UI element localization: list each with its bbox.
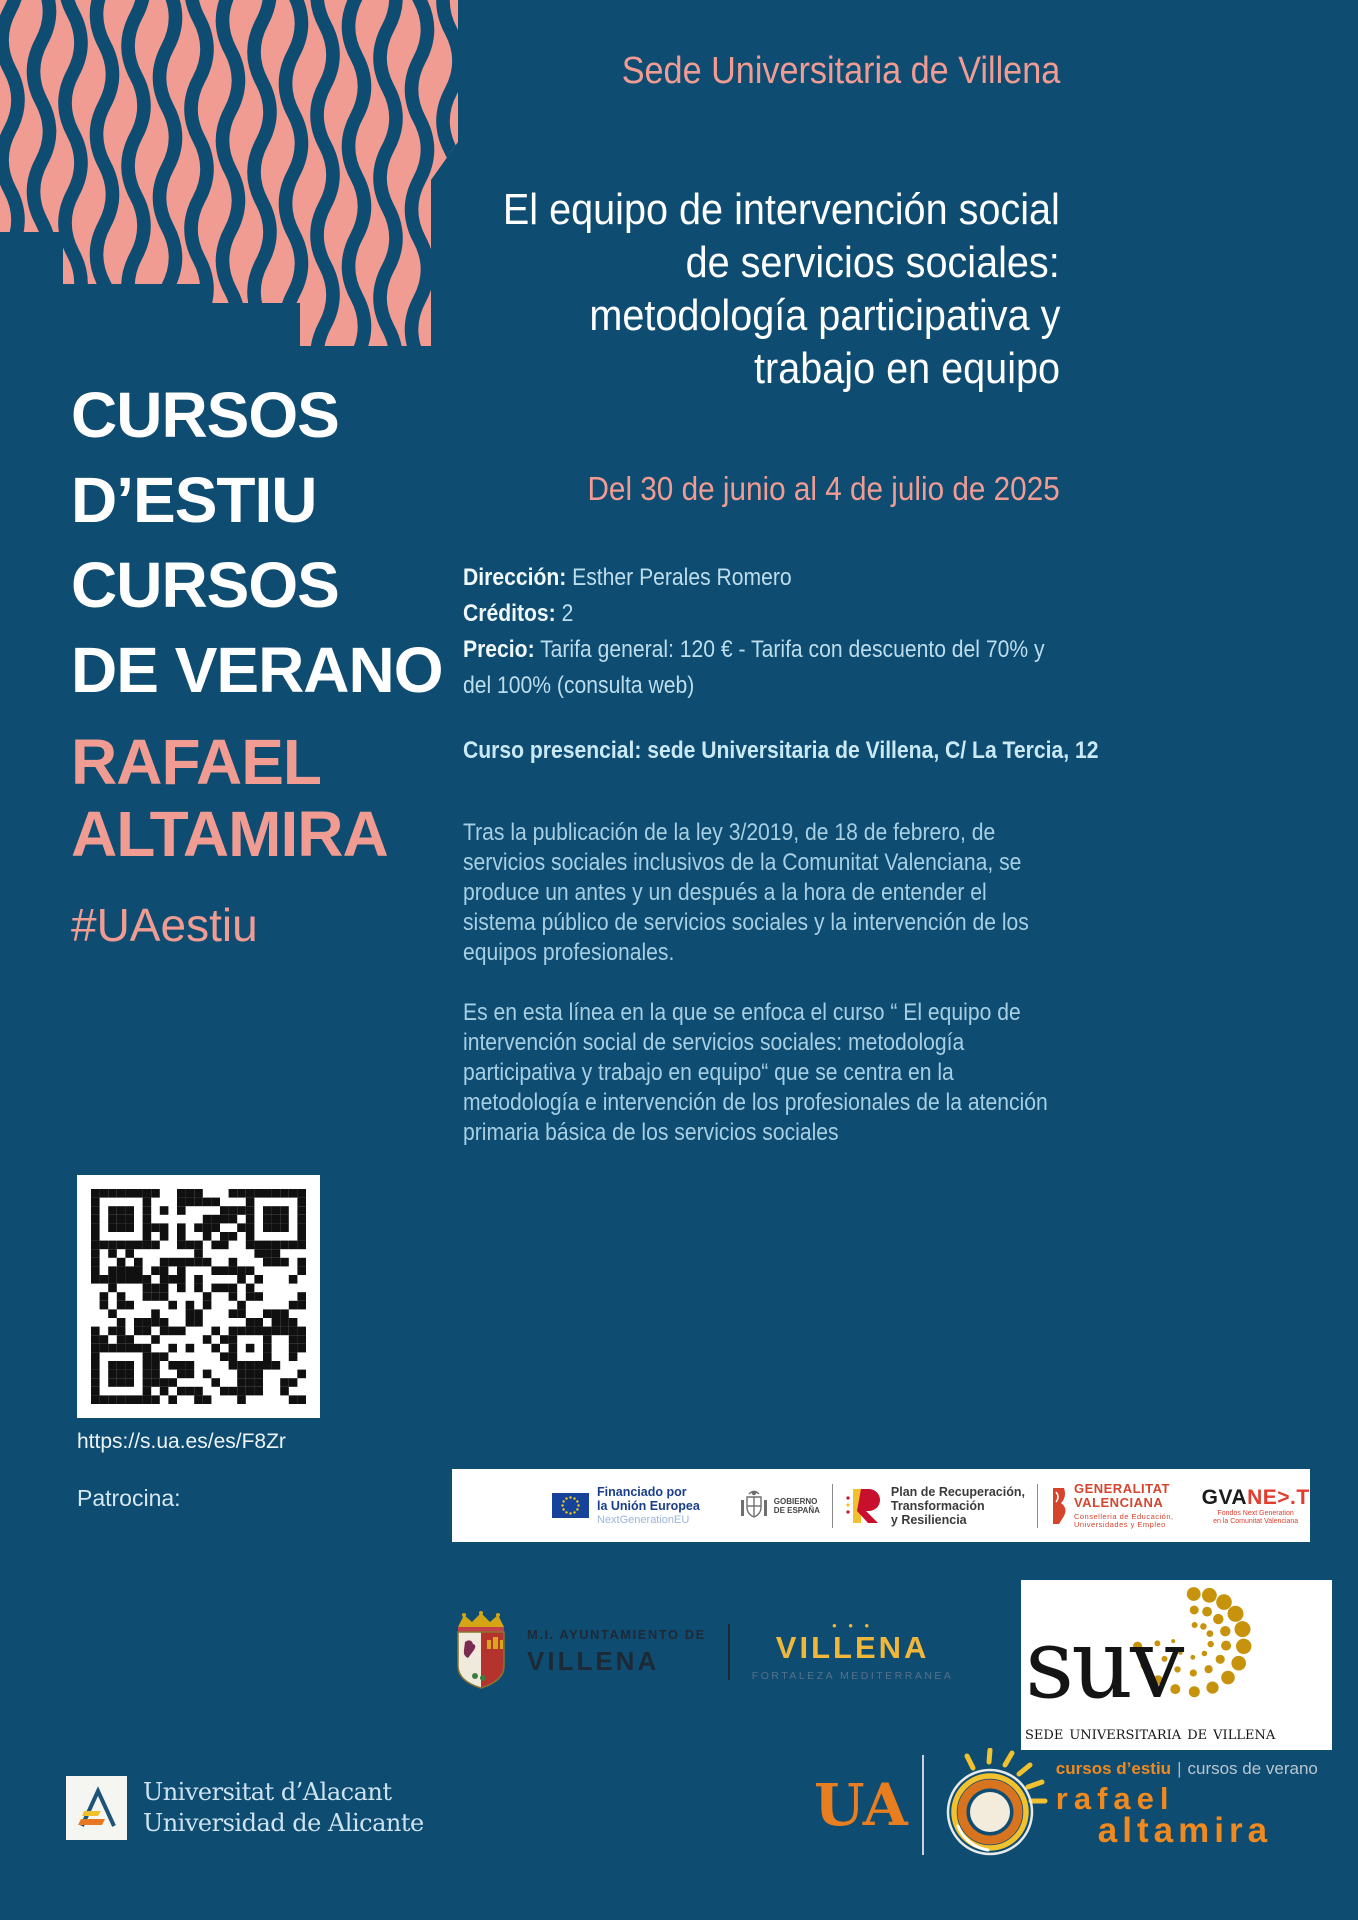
site-header — [400, 50, 1060, 93]
gvanext-red-text: NE>.T — [1247, 1485, 1310, 1509]
paragraph-line: produce un antes y un después a la hora de entender el — [463, 879, 987, 906]
direccion-line — [463, 560, 1079, 596]
brand-line: CURSOS — [71, 549, 339, 621]
spain-text-line: GOBIERNO — [773, 1496, 818, 1506]
precio-value-2: del 100% (consulta web) — [463, 672, 695, 699]
paragraph-line: metodología e intervención de los profesionales de la atención — [463, 1089, 1048, 1116]
description-paragraph-2 — [463, 998, 1223, 1148]
gva-text-line: GENERALITAT — [1073, 1480, 1170, 1496]
plan-text-line: Plan de Recuperación, — [890, 1484, 1025, 1499]
altamira-name-line: altamira — [1097, 1811, 1273, 1850]
spain-text-line: DE ESPAÑA — [773, 1505, 820, 1515]
qr-code-image — [91, 1189, 306, 1404]
ua-university-line: Universidad de Alicante — [143, 1809, 424, 1837]
course-dates-text: Del 30 de junio al 4 de julio de 2025 — [587, 470, 1060, 507]
course-dates — [400, 470, 1060, 508]
brand-line: CURSOS — [71, 379, 339, 451]
brand-name-line: RAFAEL — [71, 726, 321, 798]
suv-name: sede universitaria de villena — [1025, 1722, 1276, 1744]
generalitat-valenciana-logo — [1050, 1482, 1174, 1530]
eu-text-line: Financiado por — [597, 1484, 687, 1499]
ua-university-text — [143, 1777, 424, 1839]
patrocina-label: Patrocina: — [77, 1485, 181, 1511]
gobierno-espana-logo — [740, 1488, 820, 1524]
villena-brand — [751, 1618, 954, 1682]
qr-url: https://s.ua.es/es/F8Zr — [77, 1430, 286, 1453]
hashtag: #UAestiu — [71, 899, 258, 951]
eu-text-line: NextGenerationEU — [597, 1513, 690, 1526]
precio-line — [463, 632, 1079, 668]
ua-university-line: Universitat d’Alacant — [143, 1778, 392, 1806]
paragraph-line: primaria básica de los servicios sociales — [463, 1119, 839, 1146]
sun-icon — [934, 1748, 1050, 1862]
villena-brand-name: VILLENA — [775, 1630, 930, 1665]
altamira-tagline-left: cursos d’estiu — [1055, 1759, 1172, 1778]
ayuntamiento-top-line: M.I. AYUNTAMIENTO DE — [527, 1627, 706, 1642]
villena-tagline: FORTALEZA MEDITERRANEA — [751, 1670, 954, 1682]
description-paragraph-1 — [463, 818, 1223, 968]
course-info — [463, 560, 1163, 704]
eu-text-line: la Unión Europea — [597, 1498, 700, 1513]
creditos-label: Créditos: — [463, 600, 556, 627]
course-title-line: El equipo de intervención social — [503, 185, 1060, 234]
gva-subtext-line: Conselleria de Educación, — [1073, 1511, 1174, 1521]
suv-acronym: suv — [1025, 1608, 1182, 1720]
direccion-value: Esther Perales Romero — [566, 564, 792, 591]
altamira-name-line: rafael — [1055, 1781, 1175, 1816]
plan-recuperacion-r-icon — [845, 1486, 883, 1526]
villena-divider — [728, 1624, 730, 1680]
gva-subtext-line: Universidades y Empleo — [1073, 1520, 1166, 1529]
plan-text-line: y Resiliencia — [890, 1512, 967, 1527]
suv-logo-card — [1021, 1580, 1332, 1750]
precio-label: Precio: — [463, 636, 535, 663]
ua-rafael-altamira-logo — [814, 1748, 1318, 1862]
precio-value: Tarifa general: 120 € - Tarifa con descuento del 70% y — [534, 636, 1045, 663]
paragraph-line: sistema público de servicios sociales y la intervención de los — [463, 909, 1029, 936]
paragraph-line: servicios sociales inclusivos de la Comunitat Valenciana, se — [463, 849, 1022, 876]
ua-initials: UA — [814, 1771, 908, 1839]
gvanext-subtext: Fondos Next Generation — [1217, 1509, 1294, 1517]
ayuntamiento-name: VILLENA — [527, 1646, 660, 1676]
paragraph-line: Tras la publicación de la ley 3/2019, de 18 de febrero, de — [463, 819, 996, 846]
brand-line: D’ESTIU — [71, 464, 317, 536]
altamira-text — [1056, 1759, 1318, 1851]
sponsor-divider — [832, 1484, 833, 1528]
modalidad-line — [463, 737, 1223, 765]
gvanext-black-text: GVA — [1201, 1485, 1248, 1509]
creditos-value: 2 — [555, 600, 574, 627]
universidad-alicante-logo — [66, 1776, 424, 1840]
course-title-line: de servicios sociales: — [685, 238, 1060, 287]
brand-line: DE VERANO — [71, 634, 443, 706]
course-title-line: trabajo en equipo — [753, 344, 1060, 393]
qr-code — [77, 1175, 320, 1418]
gvanext-logo — [1202, 1486, 1310, 1526]
eu-funding-logo — [552, 1485, 700, 1527]
course-title — [340, 183, 1060, 395]
cursos-brand-title — [71, 373, 443, 713]
paragraph-line: intervención social de servicios sociales: metodología — [463, 1029, 965, 1056]
paragraph-line: participativa y trabajo en equipo“ que se centra en la — [463, 1059, 954, 1086]
altamira-tagline-right: cursos de verano — [1187, 1759, 1318, 1778]
rafael-altamira-title — [71, 726, 388, 870]
ayuntamiento-villena-logos — [453, 1608, 953, 1696]
site-header-text: Sede Universitaria de Villena — [621, 50, 1060, 92]
paragraph-line: Es en esta línea en la que se enfoca el curso “ El equipo de — [463, 999, 1021, 1026]
direccion-label: Dirección: — [463, 564, 567, 591]
gvanext-subtext: en la Comunitat Valenciana — [1213, 1517, 1299, 1525]
brand-name-line: ALTAMIRA — [71, 798, 388, 870]
altamira-tagline-separator: | — [1177, 1759, 1182, 1778]
course-title-line: metodología participativa y — [588, 291, 1060, 340]
sponsor-bar — [452, 1469, 1310, 1542]
modalidad-text: Curso presencial: sede Universitaria de Villena, C/ La Tercia, 12 — [463, 737, 1099, 764]
villena-shield-icon — [453, 1610, 509, 1694]
spain-coat-of-arms-icon — [740, 1488, 768, 1524]
generalitat-emblem-icon — [1050, 1486, 1068, 1526]
eu-flag-icon — [552, 1493, 589, 1518]
ua-triangle-icon — [66, 1776, 127, 1840]
gva-text-line: VALENCIANA — [1073, 1494, 1164, 1510]
creditos-line — [463, 596, 1079, 632]
ayuntamiento-text — [527, 1627, 706, 1677]
villena-brand-dots: • • • — [832, 1618, 874, 1633]
paragraph-line: equipos profesionales. — [463, 939, 675, 966]
altamira-divider — [922, 1755, 924, 1855]
plan-text-line: Transformación — [890, 1498, 985, 1513]
plan-recuperacion-logo — [845, 1485, 1025, 1527]
precio-line-2 — [463, 668, 1079, 704]
sponsor-divider — [1037, 1484, 1038, 1528]
